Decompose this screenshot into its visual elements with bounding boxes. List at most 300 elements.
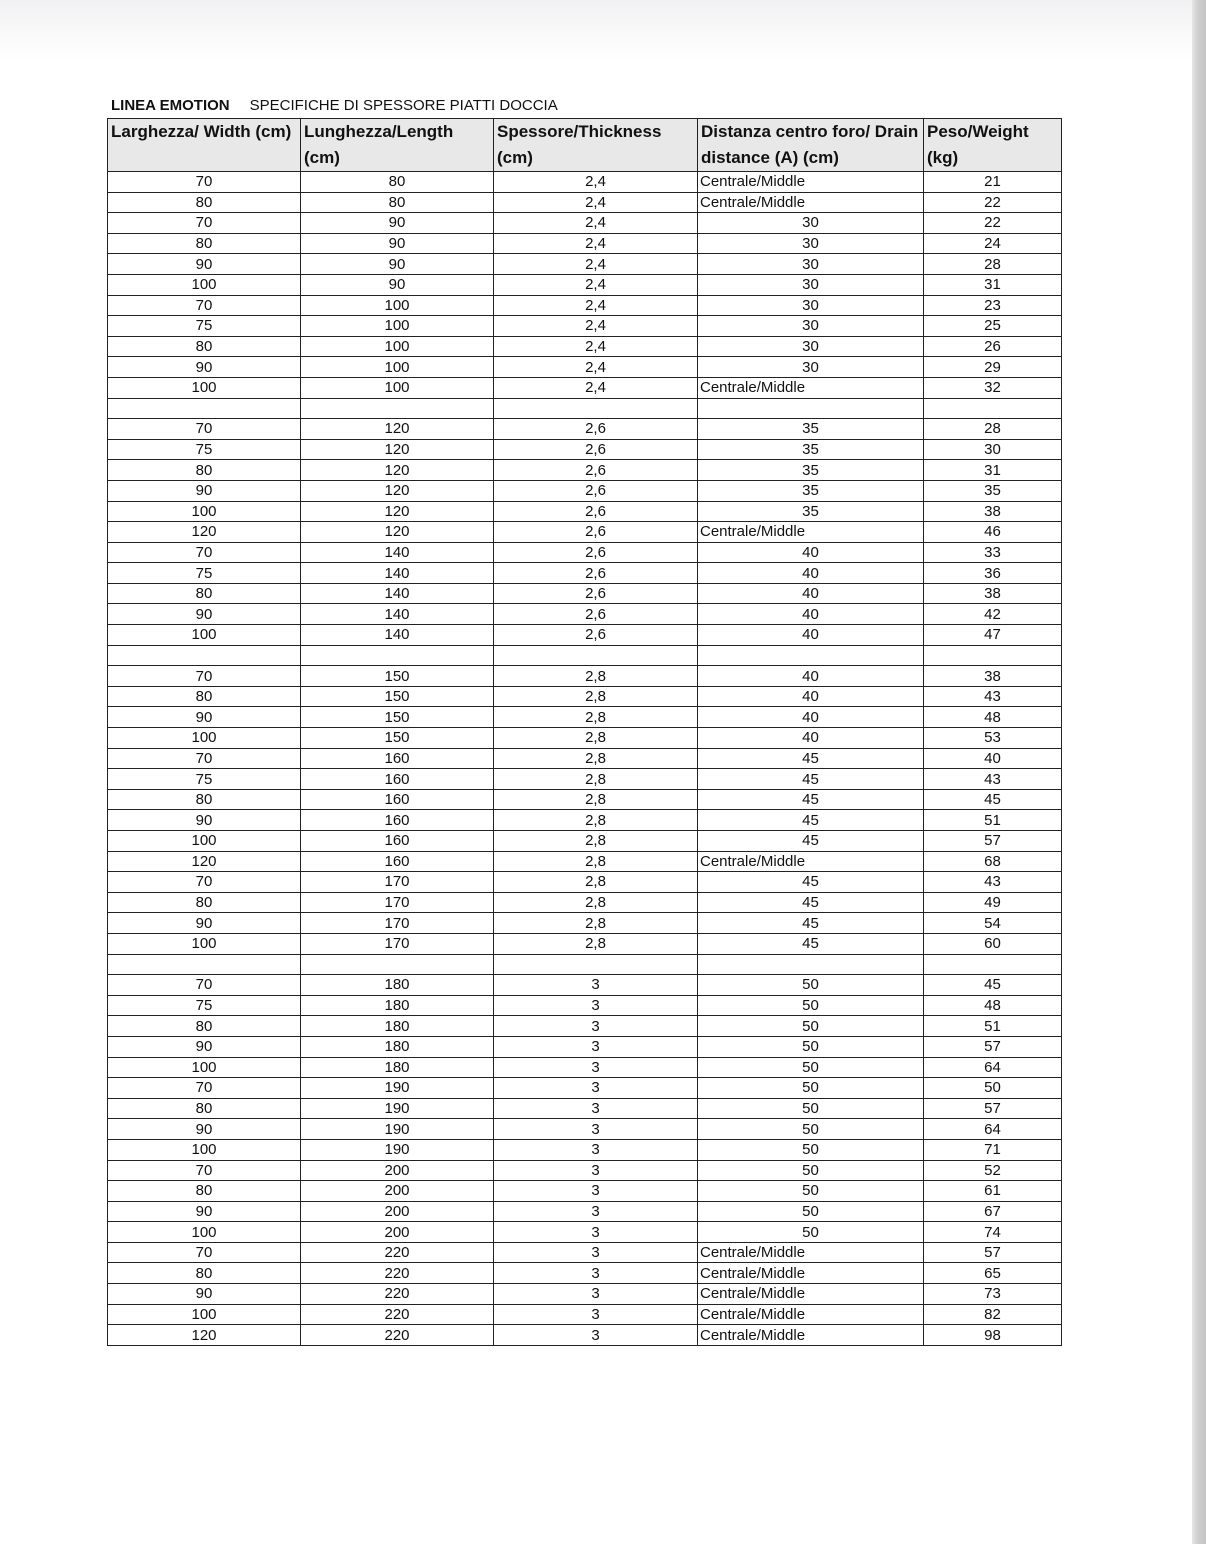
cell-thickness: 2,6 [494,542,698,563]
cell-width: 90 [108,1036,301,1057]
cell-thickness: 3 [494,1078,698,1099]
table-row [108,439,1062,460]
cell-weight: 38 [924,666,1062,687]
table-row [108,1284,1062,1305]
table-row [108,1139,1062,1160]
cell-thickness: 2,4 [494,274,698,295]
cell-thickness: 2,6 [494,625,698,646]
cell-length: 140 [301,604,494,625]
cell-length: 170 [301,913,494,934]
cell-drain-distance: 35 [698,460,924,481]
document-subtitle: SPECIFICHE DI SPESSORE PIATTI DOCCIA [249,97,558,114]
cell-thickness: 2,4 [494,213,698,234]
cell-thickness: 3 [494,1139,698,1160]
cell-length: 80 [301,192,494,213]
cell-thickness: 2,8 [494,789,698,810]
table-header-row [108,119,1062,172]
cell-weight: 49 [924,892,1062,913]
cell-drain-distance: 35 [698,501,924,522]
cell-width: 70 [108,975,301,996]
cell-weight: 26 [924,336,1062,357]
cell-length: 140 [301,542,494,563]
cell-width: 100 [108,933,301,954]
cell-drain-distance: 45 [698,872,924,893]
cell-width: 80 [108,686,301,707]
cell-drain-distance: 40 [698,583,924,604]
table-row [108,995,1062,1016]
cell-weight: 29 [924,357,1062,378]
table-row [108,480,1062,501]
cell-weight: 28 [924,254,1062,275]
cell-drain-distance: Centrale/Middle [698,851,924,872]
cell-weight: 98 [924,1325,1062,1346]
cell-weight: 52 [924,1160,1062,1181]
cell-width: 80 [108,583,301,604]
table-row [108,501,1062,522]
cell-drain-distance: 45 [698,892,924,913]
cell-drain-distance: 35 [698,419,924,440]
cell-thickness: 2,6 [494,522,698,543]
cell-thickness: 2,4 [494,295,698,316]
cell-drain-distance: 30 [698,254,924,275]
cell-length [301,954,494,975]
cell-thickness: 2,8 [494,851,698,872]
cell-width: 70 [108,172,301,193]
table-row [108,377,1062,398]
cell-length: 150 [301,728,494,749]
cell-weight: 57 [924,1242,1062,1263]
header-drain-distance: Distanza centro foro/ Drain distance (A) (cm) [698,119,924,172]
table-row [108,1201,1062,1222]
table-row [108,1098,1062,1119]
cell-length: 160 [301,748,494,769]
table-row [108,1078,1062,1099]
cell-length: 220 [301,1304,494,1325]
table-row [108,933,1062,954]
table-row [108,172,1062,193]
cell-thickness: 2,8 [494,831,698,852]
cell-length: 90 [301,254,494,275]
cell-drain-distance: 40 [698,686,924,707]
cell-width: 70 [108,1160,301,1181]
cell-drain-distance: 50 [698,1078,924,1099]
cell-weight: 48 [924,707,1062,728]
cell-length: 120 [301,480,494,501]
cell-drain-distance: Centrale/Middle [698,1325,924,1346]
cell-thickness: 2,8 [494,892,698,913]
cell-width: 70 [108,295,301,316]
cell-thickness: 3 [494,1222,698,1243]
cell-drain-distance: 45 [698,933,924,954]
table-body [108,172,1062,1346]
table-row [108,810,1062,831]
cell-weight: 33 [924,542,1062,563]
cell-drain-distance: 45 [698,748,924,769]
cell-width: 100 [108,625,301,646]
cell-drain-distance: 50 [698,1222,924,1243]
cell-weight: 45 [924,975,1062,996]
cell-width: 80 [108,1263,301,1284]
cell-width: 75 [108,316,301,337]
cell-drain-distance: Centrale/Middle [698,377,924,398]
cell-thickness: 2,8 [494,810,698,831]
cell-length: 200 [301,1160,494,1181]
cell-weight: 67 [924,1201,1062,1222]
cell-weight: 40 [924,748,1062,769]
cell-weight: 22 [924,192,1062,213]
cell-drain-distance: 30 [698,336,924,357]
cell-drain-distance: 45 [698,769,924,790]
cell-weight: 38 [924,501,1062,522]
cell-length: 190 [301,1098,494,1119]
cell-width: 100 [108,274,301,295]
cell-width: 80 [108,1016,301,1037]
cell-length: 170 [301,933,494,954]
cell-drain-distance: 50 [698,1181,924,1202]
cell-thickness: 2,6 [494,460,698,481]
cell-drain-distance: 30 [698,357,924,378]
cell-thickness: 3 [494,1057,698,1078]
table-row [108,398,1062,419]
cell-width [108,954,301,975]
cell-width: 90 [108,810,301,831]
cell-thickness: 2,8 [494,748,698,769]
cell-thickness: 3 [494,995,698,1016]
table-row [108,274,1062,295]
cell-weight: 68 [924,851,1062,872]
cell-width: 80 [108,1181,301,1202]
cell-weight: 46 [924,522,1062,543]
cell-width: 90 [108,357,301,378]
cell-weight: 57 [924,831,1062,852]
cell-length: 100 [301,295,494,316]
table-row [108,1057,1062,1078]
cell-width: 100 [108,1222,301,1243]
table-row [108,769,1062,790]
cell-width: 100 [108,831,301,852]
cell-drain-distance: 45 [698,789,924,810]
cell-length: 200 [301,1181,494,1202]
cell-length: 150 [301,666,494,687]
cell-width: 75 [108,563,301,584]
cell-width: 70 [108,542,301,563]
cell-width: 100 [108,728,301,749]
cell-drain-distance: Centrale/Middle [698,1242,924,1263]
cell-width: 80 [108,1098,301,1119]
cell-weight: 74 [924,1222,1062,1243]
cell-thickness: 2,8 [494,686,698,707]
cell-width [108,645,301,666]
table-row [108,542,1062,563]
cell-width: 90 [108,1119,301,1140]
header-weight: Peso/Weight (kg) [924,119,1062,172]
table-row [108,1016,1062,1037]
cell-thickness: 3 [494,975,698,996]
table-row [108,789,1062,810]
cell-width: 70 [108,419,301,440]
cell-drain-distance: 40 [698,563,924,584]
cell-drain-distance: 30 [698,233,924,254]
cell-length: 90 [301,213,494,234]
cell-length: 180 [301,1016,494,1037]
table-row [108,892,1062,913]
cell-length: 220 [301,1263,494,1284]
cell-weight: 53 [924,728,1062,749]
cell-drain-distance: Centrale/Middle [698,172,924,193]
cell-length: 120 [301,460,494,481]
cell-weight: 28 [924,419,1062,440]
table-row [108,1304,1062,1325]
cell-weight: 45 [924,789,1062,810]
cell-width: 120 [108,1325,301,1346]
cell-length: 140 [301,563,494,584]
cell-width: 100 [108,1304,301,1325]
cell-width: 70 [108,213,301,234]
cell-thickness: 2,4 [494,316,698,337]
cell-thickness: 3 [494,1263,698,1284]
specs-table [107,118,1062,1346]
cell-length: 170 [301,872,494,893]
cell-drain-distance [698,398,924,419]
cell-thickness: 2,4 [494,377,698,398]
cell-drain-distance: 50 [698,1160,924,1181]
cell-weight: 43 [924,872,1062,893]
cell-length: 180 [301,1036,494,1057]
cell-drain-distance: Centrale/Middle [698,1263,924,1284]
cell-thickness: 3 [494,1016,698,1037]
cell-length: 90 [301,233,494,254]
cell-width: 120 [108,522,301,543]
cell-weight: 51 [924,810,1062,831]
cell-length: 160 [301,769,494,790]
cell-length: 80 [301,172,494,193]
cell-drain-distance: 45 [698,913,924,934]
cell-weight: 43 [924,686,1062,707]
cell-drain-distance [698,954,924,975]
table-row [108,872,1062,893]
cell-length: 180 [301,975,494,996]
table-row [108,1325,1062,1346]
cell-width: 100 [108,501,301,522]
cell-thickness: 2,4 [494,172,698,193]
cell-width: 75 [108,995,301,1016]
cell-length: 200 [301,1222,494,1243]
cell-thickness: 2,8 [494,769,698,790]
cell-thickness: 3 [494,1181,698,1202]
cell-length: 150 [301,686,494,707]
cell-width: 90 [108,254,301,275]
table-row [108,295,1062,316]
cell-weight: 21 [924,172,1062,193]
cell-width: 90 [108,480,301,501]
cell-drain-distance: 50 [698,975,924,996]
table-row [108,522,1062,543]
cell-weight: 48 [924,995,1062,1016]
cell-drain-distance: 50 [698,1139,924,1160]
cell-weight: 22 [924,213,1062,234]
cell-width: 90 [108,707,301,728]
cell-weight [924,645,1062,666]
cell-length: 220 [301,1325,494,1346]
cell-thickness [494,398,698,419]
table-row [108,831,1062,852]
table-row [108,1181,1062,1202]
cell-weight: 73 [924,1284,1062,1305]
cell-thickness: 2,8 [494,933,698,954]
cell-length: 100 [301,316,494,337]
cell-drain-distance: 40 [698,728,924,749]
table-row [108,666,1062,687]
cell-thickness: 2,6 [494,563,698,584]
cell-length: 120 [301,501,494,522]
table-row [108,192,1062,213]
cell-length [301,645,494,666]
cell-weight [924,954,1062,975]
cell-width: 120 [108,851,301,872]
cell-width: 90 [108,604,301,625]
cell-thickness: 3 [494,1325,698,1346]
cell-drain-distance: 30 [698,316,924,337]
cell-weight: 57 [924,1098,1062,1119]
cell-length: 180 [301,1057,494,1078]
cell-weight: 71 [924,1139,1062,1160]
cell-width: 100 [108,377,301,398]
cell-width: 70 [108,872,301,893]
cell-weight: 35 [924,480,1062,501]
table-row [108,686,1062,707]
cell-drain-distance: 50 [698,1201,924,1222]
cell-weight: 25 [924,316,1062,337]
header-width: Larghezza/ Width (cm) [108,119,301,172]
cell-width: 70 [108,1078,301,1099]
table-row [108,460,1062,481]
cell-weight: 23 [924,295,1062,316]
table-row [108,583,1062,604]
cell-width: 75 [108,439,301,460]
cell-drain-distance: 50 [698,1036,924,1057]
cell-thickness [494,645,698,666]
table-row [108,913,1062,934]
cell-thickness: 3 [494,1201,698,1222]
cell-thickness: 2,6 [494,583,698,604]
header-thickness: Spessore/Thickness (cm) [494,119,698,172]
cell-weight: 51 [924,1016,1062,1037]
cell-weight: 54 [924,913,1062,934]
cell-drain-distance: 40 [698,604,924,625]
cell-thickness: 2,4 [494,336,698,357]
table-row [108,357,1062,378]
cell-thickness: 2,6 [494,501,698,522]
cell-length: 190 [301,1078,494,1099]
cell-drain-distance: 40 [698,542,924,563]
cell-drain-distance: 50 [698,1016,924,1037]
cell-drain-distance [698,645,924,666]
cell-width: 80 [108,460,301,481]
cell-thickness: 3 [494,1098,698,1119]
cell-weight: 61 [924,1181,1062,1202]
cell-drain-distance: 30 [698,274,924,295]
cell-thickness: 3 [494,1160,698,1181]
cell-thickness [494,954,698,975]
cell-thickness: 3 [494,1304,698,1325]
cell-width: 70 [108,1242,301,1263]
cell-length: 120 [301,522,494,543]
cell-weight: 50 [924,1078,1062,1099]
cell-width: 100 [108,1057,301,1078]
table-row [108,419,1062,440]
cell-weight: 31 [924,460,1062,481]
cell-width: 90 [108,1201,301,1222]
cell-width: 80 [108,336,301,357]
cell-length: 140 [301,583,494,604]
table-row [108,645,1062,666]
table-row [108,1160,1062,1181]
cell-drain-distance: 35 [698,439,924,460]
table-row [108,336,1062,357]
table-row [108,1263,1062,1284]
cell-thickness: 2,8 [494,666,698,687]
table-row [108,728,1062,749]
cell-thickness: 2,8 [494,872,698,893]
table-row [108,213,1062,234]
cell-weight: 60 [924,933,1062,954]
cell-drain-distance: 50 [698,1057,924,1078]
cell-width [108,398,301,419]
cell-thickness: 2,4 [494,233,698,254]
cell-drain-distance: Centrale/Middle [698,192,924,213]
table-row [108,954,1062,975]
cell-length: 160 [301,851,494,872]
table-row [108,563,1062,584]
cell-width: 80 [108,192,301,213]
table-row [108,254,1062,275]
cell-drain-distance: 40 [698,707,924,728]
cell-drain-distance: 40 [698,666,924,687]
cell-width: 80 [108,892,301,913]
cell-length: 100 [301,377,494,398]
cell-length: 160 [301,789,494,810]
cell-thickness: 2,8 [494,913,698,934]
cell-drain-distance: Centrale/Middle [698,1284,924,1305]
cell-length: 150 [301,707,494,728]
cell-thickness: 3 [494,1242,698,1263]
table-row [108,604,1062,625]
line-name: LINEA EMOTION [111,97,230,114]
table-row [108,625,1062,646]
cell-thickness: 3 [494,1036,698,1057]
cell-width: 90 [108,913,301,934]
table-row [108,316,1062,337]
cell-width: 90 [108,1284,301,1305]
table-row [108,975,1062,996]
cell-weight: 65 [924,1263,1062,1284]
table-row [108,707,1062,728]
cell-drain-distance: 50 [698,1098,924,1119]
cell-length: 190 [301,1139,494,1160]
cell-thickness: 3 [494,1284,698,1305]
cell-weight: 24 [924,233,1062,254]
cell-length: 220 [301,1284,494,1305]
cell-thickness: 2,4 [494,357,698,378]
cell-width: 70 [108,666,301,687]
cell-drain-distance: 50 [698,1119,924,1140]
cell-weight [924,398,1062,419]
cell-drain-distance: Centrale/Middle [698,522,924,543]
cell-drain-distance: 50 [698,995,924,1016]
document-title [111,97,558,117]
cell-thickness: 2,4 [494,254,698,275]
table-row [108,748,1062,769]
